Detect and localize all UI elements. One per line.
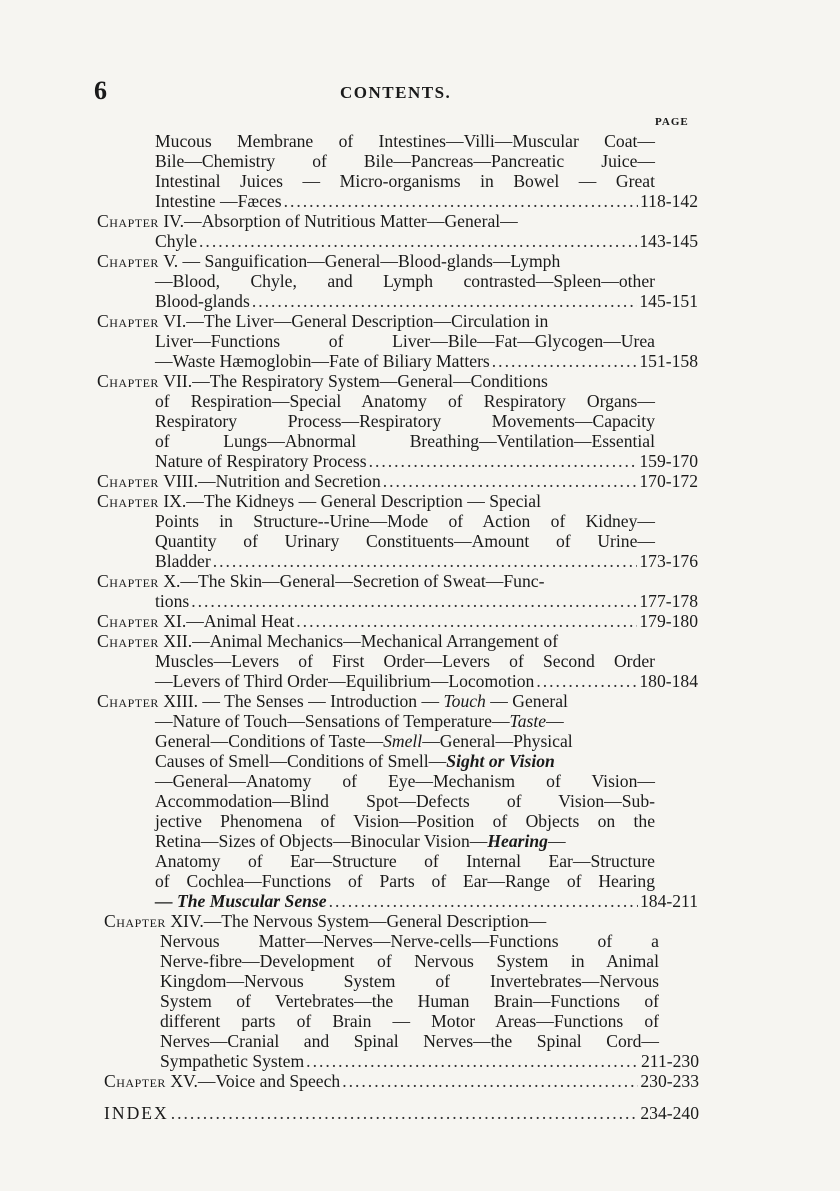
chapter-label: Chapter [97,631,159,651]
leader-dots [329,890,638,912]
chapter-label: Chapter [97,211,159,231]
toc-line: of Lungs—Abnormal Breathing—Ventilation—Essential [155,431,655,451]
toc-entry-text: —Levers of Third Order—Equilibrium—Locomotion [155,671,535,691]
toc-entry-text: IX.—The Kidneys — General Description — Special [163,491,541,511]
toc-entry-text: XII.—Animal Mechanics—Mechanical Arrangement of [163,631,559,651]
toc-line: Mucous Membrane of Intestines—Villi—Muscular Coat— [155,131,655,151]
toc-page-range: 151-158 [639,351,698,371]
toc-entry-text: —Waste Hæmoglobin—Fate of Biliary Matters [155,351,490,371]
toc-entry-text: — General [490,691,568,711]
toc-line [97,310,655,332]
leader-dots [383,470,638,492]
toc-entry-text: Blood-glands [155,291,250,311]
toc-line [155,350,698,372]
toc-line: Nerve-fibre—Development of Nervous System in Animal [160,951,659,971]
toc-line: Muscles—Levers of First Order—Levers of Second Order [155,651,655,671]
toc-line: Accommodation—Blind Spot—Defects of Vision—Sub- [155,791,655,811]
toc-line [97,690,655,712]
chapter-label: Chapter [97,251,159,271]
leader-dots [191,590,637,612]
toc-page-range: 180-184 [639,671,698,691]
chapter-label: Chapter [97,691,159,711]
toc-line [155,590,698,612]
toc-entry-text: Causes of Smell—Conditions of Smell— [155,751,447,771]
toc-entry-text: XI.—Animal Heat [163,611,295,631]
toc-line [155,750,655,772]
toc-entry-text: Sympathetic System [160,1051,305,1071]
toc-page-range: 118-142 [640,191,698,211]
toc-entry-italic: — The Muscular Sense [155,891,327,911]
toc-line [155,290,698,312]
chapter-label: Chapter [97,611,159,631]
toc-line [97,370,655,392]
toc-entry-text: X.—The Skin—General—Secretion of Sweat—Func- [163,571,545,591]
toc-line: different parts of Brain — Motor Areas—Functions of [160,1011,659,1031]
toc-line [155,230,698,252]
toc-line: Points in Structure--Urine—Mode of Action of Kidney— [155,511,655,531]
toc-line [155,730,655,752]
toc-entry-text: Retina—Sizes of Objects—Binocular Vision— [155,831,488,851]
toc-line: Nervous Matter—Nerves—Nerve-cells—Functions of a [160,931,659,951]
toc-entry-text: VII.—The Respiratory System—General—Conditions [163,371,548,391]
toc-line [97,490,655,512]
toc-entry-italic: Hearing [487,831,548,851]
leader-dots [213,550,638,572]
toc-line: jective Phenomena of Vision—Position of Objects on the [155,811,655,831]
toc-line: Retina—Sizes of Objects—Binocular Vision— Hearing — [155,831,566,851]
toc-line [160,1050,699,1072]
toc-line: Respiratory Process—Respiratory Movements—Capacity [155,411,655,431]
toc-line: System of Vertebrates—the Human Brain—Functions of [160,991,659,1011]
toc-line [155,890,698,912]
toc-line [155,190,698,212]
toc-entry-italic: Smell [383,731,423,751]
toc-line: Liver—Functions of Liver—Bile—Fat—Glycogen—Urea [155,331,655,351]
leader-dots [536,670,637,692]
toc-line: of Respiration—Special Anatomy of Respiratory Organs— [155,391,655,411]
toc-page-range: 159-170 [639,451,698,471]
toc-entry-text: tions [155,591,190,611]
toc-line [97,630,655,652]
toc-line [97,570,655,592]
leader-dots [342,1070,638,1092]
toc-line: Nerves—Cranial and Spinal Nerves—the Spinal Cord— [160,1031,659,1051]
toc-line: Anatomy of Ear—Structure of Internal Ear—Structure [155,851,655,871]
chapter-label: Chapter [97,491,159,511]
toc-entry-text: Nature of Respiratory Process [155,451,367,471]
toc-entry-text: —Nature of Touch—Sensations of Temperature— [155,711,510,731]
toc-entry-italic: Touch [443,691,486,711]
toc-entry-text: General—Conditions of Taste— [155,731,384,751]
toc-line: Intestinal Juices — Micro-organisms in Bowel — Great [155,171,655,191]
toc-line: of Cochlea—Functions of Parts of Ear—Range of Hearing [155,871,655,891]
leader-dots [171,1102,639,1124]
toc-line [97,470,698,492]
toc-page-range: 173-176 [639,551,698,571]
leader-dots [296,610,637,632]
index-label: INDEX [104,1103,169,1123]
chapter-label: Chapter [104,911,166,931]
toc-entry-italic: Sight or Vision [446,751,555,771]
toc-line: Quantity of Urinary Constituents—Amount of Urine— [155,531,655,551]
toc-line [104,1102,699,1124]
toc-entry-text: IV.—Absorption of Nutritious Matter—General— [163,211,518,231]
toc-page-range: 179-180 [639,611,698,631]
toc-entry-text: VI.—The Liver—General Description—Circulation in [163,311,549,331]
leader-dots [199,230,637,252]
chapter-label: Chapter [97,311,159,331]
chapter-label: Chapter [97,371,159,391]
toc-page-range: 234-240 [640,1103,699,1123]
toc-entry-text: XIII. — The Senses — Introduction — [163,691,440,711]
leader-dots [492,350,638,372]
toc-line [155,670,698,692]
toc-entry-text: V. — Sanguification—General—Blood-glands—Lymph [163,251,561,271]
toc-page-range: 143-145 [639,231,698,251]
toc-line: —General—Anatomy of Eye—Mechanism of Vision— [155,771,655,791]
toc-entry-italic: Taste [509,711,547,731]
toc-entry-text: VIII.—Nutrition and Secretion [163,471,381,491]
toc-line: Kingdom—Nervous System of Invertebrates—Nervous [160,971,659,991]
toc-line [97,610,698,632]
leader-dots [252,290,638,312]
toc-line: —Nature of Touch—Sensations of Temperature— Taste — [155,711,564,731]
toc-page-range: 184-211 [640,891,698,911]
chapter-label: Chapter [104,1071,166,1091]
toc-page-range: 170-172 [639,471,698,491]
toc-entry-text: Intestine —Fæces [155,191,282,211]
leader-dots [306,1050,639,1072]
toc-entry-text: Bladder [155,551,211,571]
toc-line [104,1070,699,1092]
leader-dots [284,190,638,212]
page-column-label: PAGE [655,116,689,128]
toc-line [104,910,659,932]
toc-entry-text: XV.—Voice and Speech [170,1071,341,1091]
toc-page-range: 145-151 [639,291,698,311]
running-head: CONTENTS. [340,83,452,102]
toc-page-range: 177-178 [639,591,698,611]
toc-line [97,210,655,232]
toc-line [155,550,698,572]
chapter-label: Chapter [97,571,159,591]
toc-entry-text: —General—Physical [422,731,573,751]
toc-line [155,450,698,472]
toc-page-range: 230-233 [640,1071,699,1091]
page-number: 6 [94,76,107,105]
toc-line: —Blood, Chyle, and Lymph contrasted—Spleen—other [155,271,655,291]
toc-line [97,250,655,272]
toc-line: Bile—Chemistry of Bile—Pancreas—Pancreatic Juice— [155,151,655,171]
toc-entry-text: XIV.—The Nervous System—General Description— [170,911,547,931]
leader-dots [369,450,638,472]
toc-entry-text: Chyle [155,231,198,251]
chapter-label: Chapter [97,471,159,491]
toc-page-range: 211-230 [641,1051,699,1071]
